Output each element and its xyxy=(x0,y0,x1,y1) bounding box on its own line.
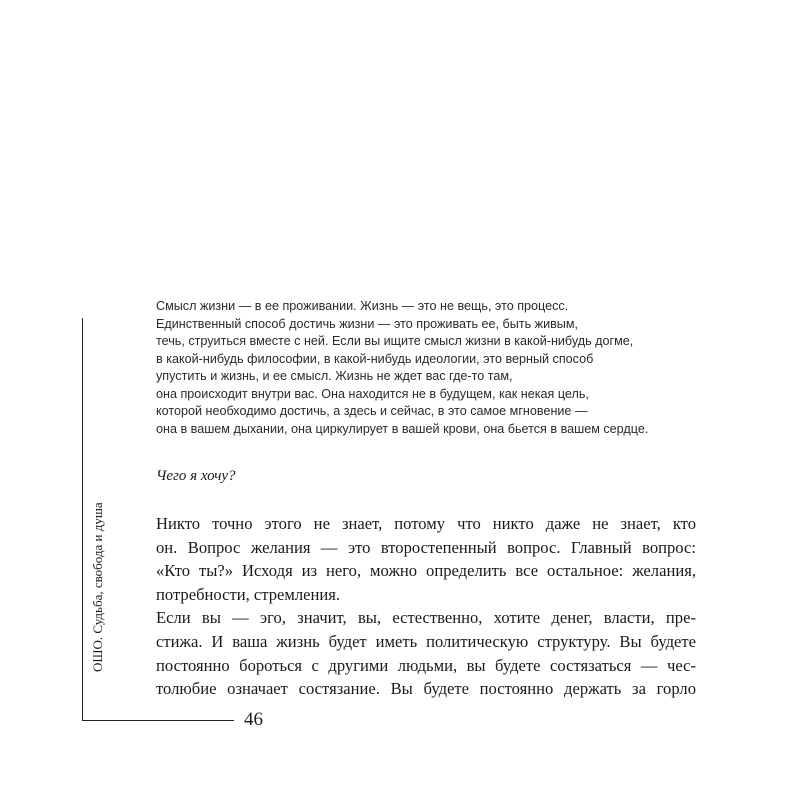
epigraph-line: в какой-нибудь философии, в какой-нибудь идеологии, это верный способ xyxy=(156,351,594,366)
running-head: ОШО. Судьба, свобода и душа xyxy=(90,502,105,672)
epigraph-line: которой необходимо достичь, а здесь и сейчас, в это самое мгновение — xyxy=(156,404,588,418)
margin-rule-horizontal xyxy=(82,720,234,721)
section-heading: Чего я хочу? xyxy=(156,468,236,484)
epigraph-line: Смысл жизни — в ее проживании. Жизнь — это не вещь, это процесс. xyxy=(156,299,569,313)
margin-rule-vertical xyxy=(82,318,83,720)
body-text xyxy=(156,512,696,701)
epigraph-block xyxy=(156,298,696,438)
body-line: Если вы — эго, значит, вы, естественно, хотите денег, власти, пре- xyxy=(156,608,696,628)
body-line: толюбие означает состязание. Вы будете постоянно держать за горло xyxy=(156,679,696,699)
body-line: Никто точно этого не знает, потому что никто даже не знает, кто xyxy=(156,514,696,533)
epigraph-line: она в вашем дыхании, она циркулирует в вашей крови, она бьется в вашем сердце. xyxy=(156,421,649,436)
body-line: постоянно бороться с другими людьми, вы будете состязаться — чес- xyxy=(156,655,696,675)
body-line: «Кто ты?» Исходя из него, можно определить все остальное: желания, xyxy=(156,561,696,581)
body-line: он. Вопрос желания — это второстепенный вопрос. Главный вопрос: xyxy=(156,537,696,557)
epigraph-line: течь, струиться вместе с ней. Если вы ищите смысл жизни в какой-нибудь догме, xyxy=(156,334,634,348)
body-line: потребности, стремления. xyxy=(156,584,341,604)
epigraph-line: она происходит внутри вас. Она находится не в будущем, как некая цель, xyxy=(156,386,589,401)
body-line: стижа. И ваша жизнь будет иметь политическую структуру. Вы будете xyxy=(156,631,696,651)
epigraph-line: упустить и жизнь, и ее смысл. Жизнь не ждет вас где-то там, xyxy=(156,369,513,383)
epigraph-line: Единственный способ достичь жизни — это проживать ее, быть живым, xyxy=(156,316,579,331)
page-number: 46 xyxy=(244,709,263,730)
